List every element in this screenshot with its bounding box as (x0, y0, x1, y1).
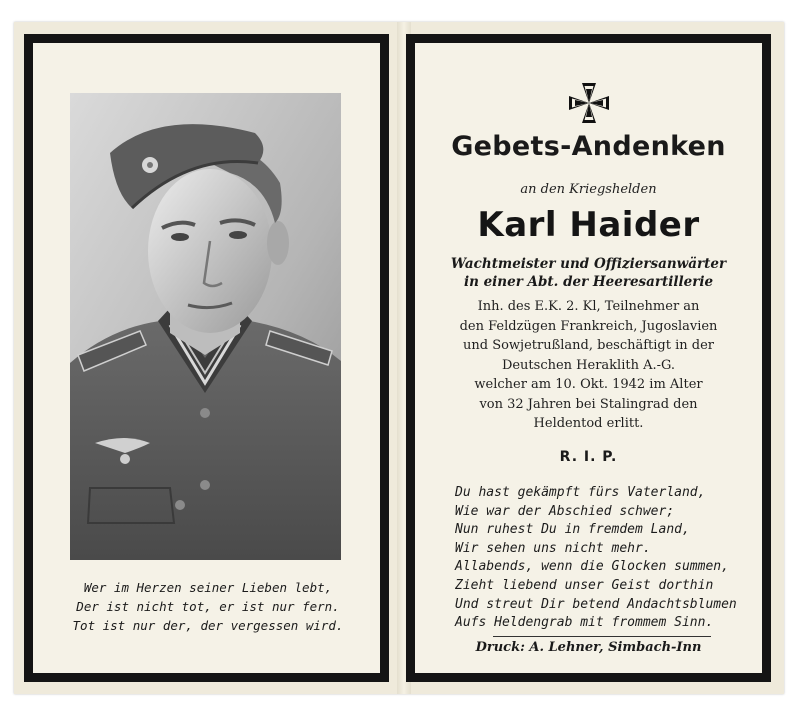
rank-line: Wachtmeister und Offiziersanwärter (450, 256, 727, 272)
printer-credit: Druck: A. Lehner, Simbach-Inn (475, 640, 702, 655)
left-panel (24, 34, 389, 682)
rank-line: in einer Abt. der Heeresartillerie (463, 274, 714, 290)
poem-line: Zieht liebend unser Geist dorthin (455, 577, 714, 593)
biography-text (415, 297, 762, 375)
iron-cross-icon (569, 83, 609, 123)
rip-text: R. I. P. (559, 449, 618, 465)
poem-line: Nun ruhest Du in fremdem Land, (455, 522, 690, 538)
soldier-photo (70, 93, 341, 560)
bio-line: und Sowjetrußland, beschäftigt in der (463, 338, 714, 353)
death-line: Heldentod erlitt. (533, 416, 644, 431)
death-line: von 32 Jahren bei Stalingrad den (479, 396, 698, 412)
bio-line: Inh. des E.K. 2. Kl, Teilnehmer an (477, 299, 700, 314)
right-panel (406, 34, 771, 682)
memorial-poem (455, 484, 755, 633)
card-title: Gebets-Andenken (451, 131, 726, 162)
verse-line: Tot ist nur der, der vergessen wird. (72, 618, 344, 633)
poem-line: Du hast gekämpft fürs Vaterland, (455, 485, 706, 500)
poem-line: Wir sehen uns nicht mehr. (455, 540, 651, 556)
poem-line: Wie war der Abschied schwer; (455, 503, 675, 519)
bio-line: Deutschen Heraklith A.-G. (501, 357, 676, 373)
death-text (415, 375, 762, 434)
poem-line: Aufs Heldengrab mit frommem Sinn. (455, 615, 714, 631)
verse-line: Der ist nicht tot, er ist nur fern. (76, 599, 340, 614)
death-line: welcher am 10. Okt. 1942 im Alter (474, 377, 703, 392)
left-verse (53, 578, 363, 635)
verse-line: Wer im Herzen seiner Lieben lebt, (83, 580, 333, 595)
bio-line: den Feldzügen Frankreich, Jugoslavien (459, 318, 718, 334)
poem-line: Allabends, wenn die Glocken summen, (455, 559, 729, 575)
rank-text (415, 255, 762, 291)
poem-line: Und streut Dir betend Andachtsblumen (455, 596, 737, 612)
deceased-name: Karl Haider (477, 205, 700, 245)
divider (493, 636, 711, 637)
memorial-card (14, 22, 784, 694)
card-subtitle: an den Kriegshelden (520, 182, 657, 197)
